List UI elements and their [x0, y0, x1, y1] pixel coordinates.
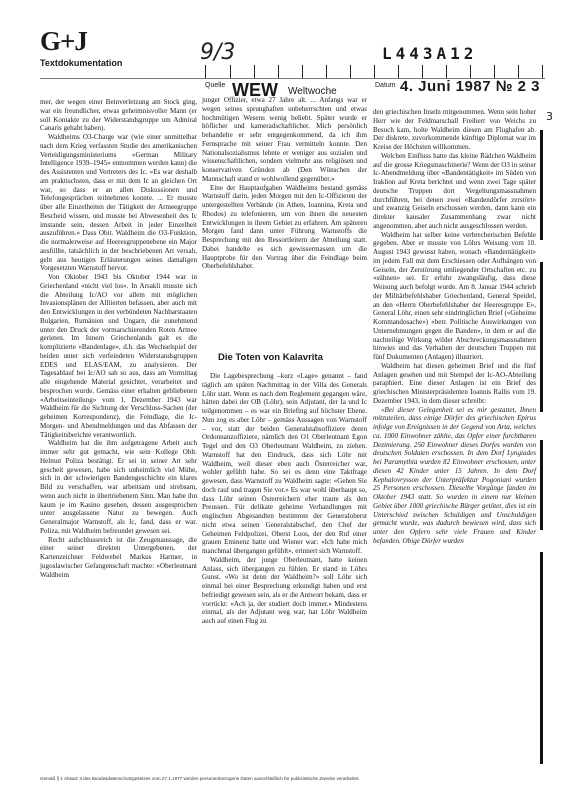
paragraph: Eine der Hauptaufgaben Waldheims bestand gemäss Warnstoff darin, jeden Morgen mit den Ic-Offizieren der untergestellten Verbände (in Athen, Ioannina, Kreta und Rhodos) zu telefonieren, um von ihnen die neuesten Entwicklungen in ihrem Gebiet zu erfahren. Am späteren Morgen fand dann unter Führung Warnstoffs die Besprechung mit den Ressortleitern der Abteilung statt. Dabei handelte es sich gewissermassen um die Hauptprobe für den Vortrag über die Feindlage beim Oberbefehlshaber.	[202, 183, 367, 271]
paragraph: Waldheim hat die ihm aufgetragene Arbeit auch immer sehr gut gemacht, wie sein Kollege Oblt. Helmut Poliza bestätigt. Er sei in seiner Art sehr gescheit gewesen, habe sich unheimlich viel Mühe, sich in der schwierigen Bandengeschichte ein klares Bild zu verschaffen, war arbeitsam und strebsam, wenn auch nicht in übertriebenem Sinn. Man habe ihn kaum je im Kasino gesehen, dessen ausgesprochen unter ausgelassene Natur zu bewegen. Auch Generalmajor Warnstoff, als Ic, fand, dass er war. Poliza, mit Waldheim befreundet gewesen sei.	[40, 439, 197, 535]
article-column-2-continued	[202, 372, 367, 626]
paragraph: Waldheim hat diesen geheimen Brief und die fünf Anlagen gesehen und mit Stempel der Ic-AO-Abteilung paraphiert. Eine dieser Anlagen ist ein Brief des griechischen Ministerpräsidenten Ioannis Rallis vom 19. Dezember 1943, in dem dieser schreibt:	[373, 361, 536, 405]
margin-mark	[540, 262, 543, 412]
margin-mark	[540, 440, 543, 530]
footer-note: Gemäß § 1 Absatz 3 des Bundesdatenschutzgesetzes vom 27.1.1977 werden personenbezogene Daten ausschließlich für publizistische Zwecke verarbeitet.	[40, 776, 360, 781]
handwritten-mark: 9/3	[200, 40, 236, 65]
article-column-3	[373, 108, 536, 546]
paragraph: junger Offizier, etwa 27 Jahre alt. ... Anfangs war er wegen seines sprunghaften unbeherrschten und etwas hochmütigen Wesens wenig beliebt. Später wurde er höflicher und kameradschaftlicher. Mich persönlich behandelte er sehr entgegenkommend, da ich ihm Fernsprache mit seiner Frau vermitteln konnte. Den Nationalsozialismus lehnte er weniger aus sozialen und wissenschaftlichen, sondern vielmehr aus religiösen und konservativen Gründen ab (Den Wünschen der Mannschaft stand er wohlwollend gegenüber.»	[202, 96, 367, 183]
paragraph: Waldheim hat selber keine verbrecherischen Befehle gegeben. Aber er musste von Löhrs Weisung vom 10. August 1943 gewusst haben, wonach «Bandentätigkeit» im jedem Fall mit dem Erschiessen oder Aufhängen von Geiseln, der Zerstörung umliegender Ortschaften etc. zu «sühnen» sei. Er erfuhr zwangsläufig, dass diese Weisung auch befolgt wurde. Am 8. Januar 1944 schrieb der Militärbefehlshaber Griechenland, General Speidel, an den «Herrn Oberbefehlshaber der Heeresgruppe E», General Löhr, einen sehr eindringlichen Brief («Geheime Kommandosache») «betr. Politische Auswirkungen von Unternehmungen gegen die Banden», in dem er auf die nachteilige Wirkung wilder Abschreckungsmassnahmen hinwies und das Verhalten der deutschen Truppen mit fünf Dokumenten (Anlagen) illustriert.	[373, 230, 536, 361]
paragraph: Recht aufschlussreich ist die Zeugenaussage, die einer seiner direkten Untergebenen, der Kartenzeichner Feldwebel Markus Hartner, in jugoslawischer Gefangenschaft machte: «Oberleutnant Waldheim	[40, 535, 197, 579]
logo-subtitle: Textdokumentation	[40, 58, 123, 68]
article-subhead: Die Toten von Kalavrita	[218, 352, 323, 363]
paragraph: Die Lagebesprechung –kurz «Lage» genannt – fand täglich am späten Nachmittag in der Villa des Generals Löhr statt. Wenn es nach dem Reglement gegangen wäre, hätten dabei der OB (Löhr), sein Adjutant, der Ia und Ic teilgenommen – es war ein Briefing auf höchster Ebene. Nun zog es aber Löhr – gemäss Aussagen von Warnstoff – vor, statt der beiden Generalstabsoffiziere deren Ordonnanzoffiziere, nämlich den O1 Oberleutnant Egon Tegel und den O3 Oberleutnant Waldheim, zu ziehen. Warnstoff hat den Eindruck, dass sich Löhr mit Waldheim, weil dieser eben auch Österreicher war, wohler gefühlt habe. So sei es denn eine Taktfrage gewesen, dass Warnstoff zu Waldheim sagte: «Gehen Sie doch rauf und tragen Sie vor.» Es war wohl überhaupt so, dass Löhr seinen Österreichern eher traute als den Preussen. Für delikate geheime Verhandlungen mit englischen Abgesandten bestimmte der Generaloberst nicht etwa seinen Generalstabschef, den Chef der Geheimen Feldpolizei, Oberst Loos, der den Ruf einer grauen Eminenz hatte und Wiener war: «Ich habe mich manchmal übergangen gefühlt», erinnert sich Warnstoff.	[202, 372, 367, 555]
paragraph: Von Oktober 1943 bis Oktober 1944 war in Griechenland «nicht viel los». In Arsakli musste sich die Abteilung Ic/AO vor allem mit möglichen Invasionsplänen der Alliierten befassen, aber auch mit den Entwicklungen in den verbündeten Nachbarstaaten Bulgarien, Rumänien und Ungarn, die zunehmend unter den Druck der vormarschierenden Roten Armee gerieten. Im Innern Griechenlands galt es die komplizierte «Bandenlage», d.h. das Wechselspiel der beiden unter sich verfeindeten Widerstandsgruppen EDES und ELAS/EAM, zu analysieren. Der Tagesablauf bei Ic/AO sah so aus, dass am Vormittag alle eingehende Material gesichtet, verarbeitet und besprochen wurde. Gemäss einer erhalten gebliebenen «Arbeitseinteilung» vom 1. Dezember 1943 war Waldheim für die Sichtung der Verschluss-Sachen (der geheimen Korrespondenz), die Feindlage, die Ic-Morgen- und Abendmeldungen und das Abfassen der Tätigkeitsberichte verantwortlich.	[40, 273, 197, 439]
issue-number: № 2 3	[495, 78, 540, 95]
quoted-letter: «Bei dieser Gelegenheit sei es mir gestattet, Ihnen mitzuteilen, dass einige Dörfer des griechischen Epirus infolge von Ereignissen in der Gegend von Arta, welches ca. 1000 Einwohner zählte, das Opfer einer furchtbaren Dezimierung. 250 Einwohner dieses Dorfes wurden von deutschen Soldaten erschossen. In dem Dorf Lyngiades bei Paramythia wurden 82 Einwohner erschossen, unter diesen 42 Kinder unter 15 Jahren. In dem Dorf Kephalovrysson der Unterpräfektur Pogoniani wurden 25 Personen erschossen. Dieselbe Vorgänge fanden im Oktober 1943 statt. So wurden in einem nur kleinen Gebiet über 1000 griechische Bürger getötet, dies ist ein Unterschied zwischen Schuldigen und Unschuldigen gemacht wurde, was dadurch bewiesen wird, dass sich unter den Opfern sehr viele Frauen und Kinder befanden. Obige Dörfer wurden	[373, 405, 536, 545]
paragraph: Waldheims O3-Charge war (wie einer unmittelbar nach dem Krieg verfassten Studie des amerikanischen Verteidigungsministeriums «German Military Intelligence 1939–1945» entnommen werden kann) die des Assistenten und Vertreters des Ic. «Es war deshalb am praktischsten, dass er mit dem Ic an gleichen Ort war, so dass er an allen Diskussionen und Telefongesprächen teilnehmen konnte. ... Er musste über alle Einzelheiten der Tätigkeit der Armeegruppe Bescheid wissen, und musste bei Abwesenheit des Ic imstande sein, dessen Arbeit in jeder Einzelheit auszuführen.» Dass Obit. Waldheim die O3-Funktion, die normalerweise auf Heeresgruppenebene ein Major ausfüllte, tatsächlich in der beschriebenen Art versah, geht aus heutigen Erläuterungen seines damaligen Vorgesetzten Warnstoff hervor.	[40, 133, 198, 273]
paragraph: Welchen Einfluss hatte das kleine Rädchen Waldheim auf die grosse Kriegsmaschinerie? Wenn der O3 in seiner Ic-Abendmeldung über «Bandentätigkeit» im Süden von Iraklion auf Kreta berichtet und wenn zwei Tage später deutsche Truppen dort Vergeltungsmassnahmen durchführen, bei denen zwei «Bandendörfer zerstört» und zwanzig Geiseln erschossen werden, dann kann ein direkter kausaler Zusammenhang zwar nicht angenommen, aber auch nicht ausgeschlossen werden.	[373, 151, 536, 230]
article-column-1	[40, 98, 197, 579]
publication-name: Weltwoche	[288, 86, 337, 97]
paragraph: Waldheim, der junge Oberleutnant, hatte keinen Anlass, sich übergangen zu fühlen. Er stand in Löhrs Gunst. «Wo ist denn der Waldheim?» soll Löhr sich einmal bei einer Besprechung erkundigt haben und erst befriedigt gewesen sein, als er die Antwort bekam, dass er vorrückt: «Ach ja, der studiert doch immer.» Mindestens einmal, als der Adjutant weg war, hat Löhr Waldheim auch auf einen Flug zu	[202, 555, 367, 625]
issue-date	[400, 78, 540, 95]
paragraph: mer, der wegen einer Beinverletzung am Stock ging, war ein freundlicher, etwas geheimnisvoller Mann (er soll Kontakte zu der Widerstandsgruppe um Admiral Canaris gehabt haben).	[40, 98, 197, 133]
article-column-2	[202, 96, 367, 271]
publication-abbr: WEW	[232, 80, 278, 100]
logo: G+J	[40, 26, 87, 56]
date-text: 4. Juni 1987	[400, 78, 492, 95]
quelle-label: Quelle	[205, 82, 226, 89]
margin-mark	[540, 130, 543, 240]
margin-mark	[540, 552, 543, 764]
page-number: 3	[546, 110, 553, 123]
datum-label: Datum	[375, 82, 396, 89]
index-ruler	[205, 65, 546, 79]
reference-code: L443A12	[382, 44, 478, 63]
paragraph: den griechischen Inseln mitgenommen. Wenn sein hoher Herr wie der Feldmarschall Freiherr von Weichs zu Besuch kam, holte Waldheim diesen am Flughafen ab. Der diskrete, zuvorkommende künftige Diplomat war im Kreise der Höchsten willkommen.	[373, 108, 536, 151]
